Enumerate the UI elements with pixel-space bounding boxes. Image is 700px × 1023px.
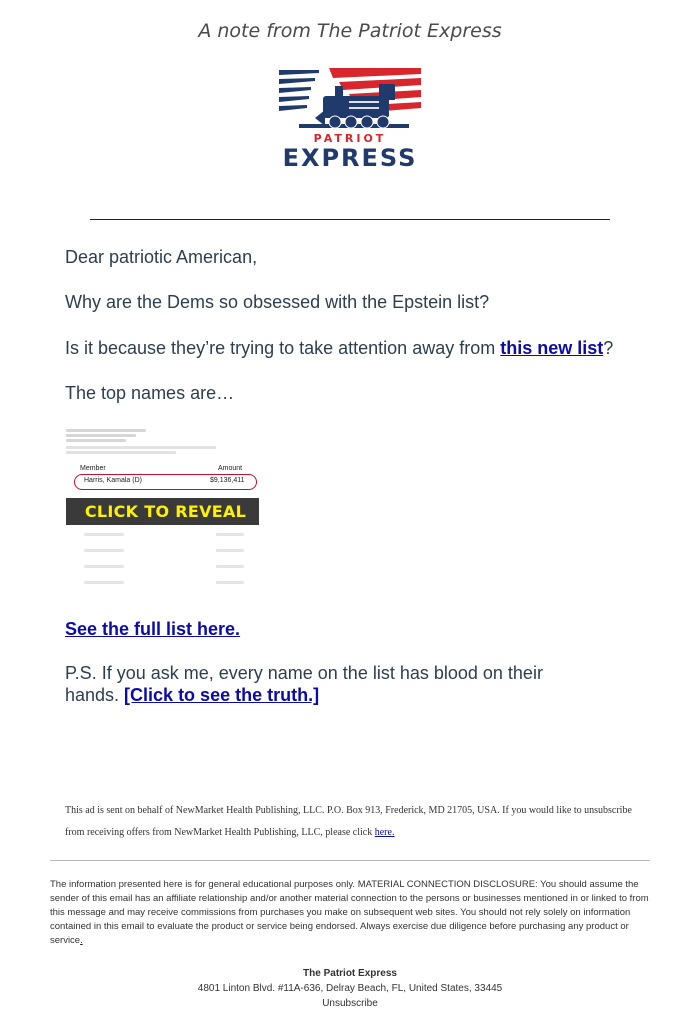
footer-address: 4801 Linton Blvd. #11A-636, Delray Beach, FL, United States, 33445 (197, 983, 503, 994)
teaser-col-member: Member (80, 465, 106, 472)
teaser-col-amount: Amount (218, 465, 243, 472)
this-new-list-link[interactable]: this new list (500, 338, 604, 358)
click-to-reveal-label: CLICK TO REVEAL (84, 502, 247, 521)
header-note: A note from The Patriot Express (198, 20, 502, 42)
ps-paragraph (65, 662, 555, 706)
footer-company: The Patriot Express (303, 968, 397, 979)
line-attention (65, 337, 645, 359)
see-full-list (65, 618, 645, 640)
line-top-names: The top names are… (65, 383, 235, 403)
line-attention-text: Is it because they’re trying to take attention away from (65, 338, 501, 358)
logo-bottom-word: EXPRESS (282, 144, 418, 172)
ps-text: P.S. If you ask me, every name on the list has blood on their hands. (65, 663, 543, 705)
disclosure-body: The information presented here is for general educational purposes only. MATERIAL CONNECTION DISCLOSURE: You should assume the sender of this email has an affiliate relationship and/or another material connection to the persons or businesses mentioned in or linked to from this message and may receive commissions from purchases you make on subsequent web sites. You should not rely solely on information contained in this email to evaluate the product or service being endorsed. Always exercise due diligence before purchasing any product or service (50, 879, 649, 946)
disclosure-text (50, 878, 652, 948)
greeting: Dear patriotic American, (65, 247, 258, 267)
ad-notice-text: This ad is sent on behalf of NewMarket Health Publishing, LLC. P.O. Box 913, Frederick, MD 21705, USA. If you would like to unsubscribe from receiving offers from NewMarket Health Publishing, LLC, please click (65, 805, 632, 838)
line-epstein: Why are the Dems so obsessed with the Epstein list? (65, 292, 490, 312)
logo-top-word: PATRIOT (313, 132, 387, 145)
teaser-top-amount: $9,136,411 (210, 477, 245, 484)
footer-unsubscribe-link[interactable]: Unsubscribe (322, 998, 378, 1009)
ad-notice (65, 800, 640, 844)
line-attention-end: ? (603, 338, 614, 358)
patriot-express-logo (279, 66, 421, 172)
unsubscribe-here-link[interactable]: here. (374, 827, 395, 838)
disclosure-end-link[interactable]: . (80, 935, 83, 946)
list-teaser-image[interactable] (66, 425, 259, 595)
click-to-reveal-banner[interactable] (66, 498, 259, 525)
teaser-top-name: Harris, Kamala (D) (84, 477, 142, 484)
footer-divider (50, 860, 650, 861)
click-to-see-truth-link[interactable]: [Click to see the truth.] (124, 685, 320, 705)
header-divider (90, 219, 610, 220)
see-full-list-link[interactable]: See the full list here. (65, 619, 241, 639)
